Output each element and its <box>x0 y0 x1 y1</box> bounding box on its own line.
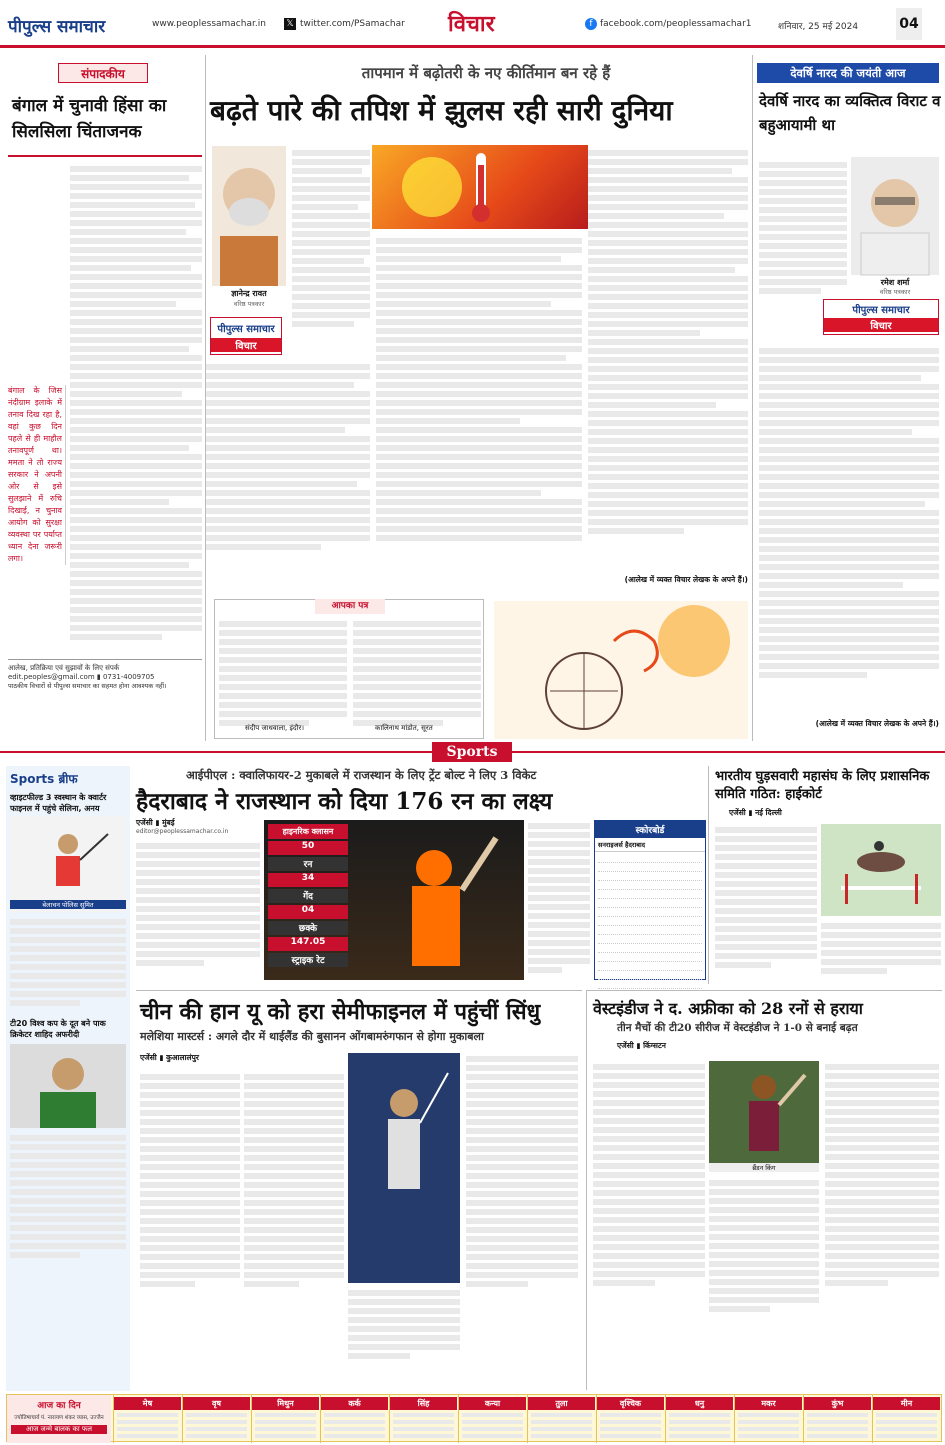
horse-photo <box>821 824 941 916</box>
letter-2-signature: कालिनाथ मांडोत, सूरत <box>375 724 433 732</box>
horoscope-sign-name: तुला <box>528 1397 595 1410</box>
brief1-headline: व्हाइटफील्ड 3 स्वस्थान के क्वार्टर फाइनल में पहुंचे सेलिना, अनय <box>10 793 107 813</box>
sindhu-story <box>136 990 582 1390</box>
horoscope-sign-11 <box>803 1395 871 1443</box>
author-photo <box>212 146 286 286</box>
brief2-body <box>10 1132 126 1282</box>
author-title: वरिष्ठ पत्रकार <box>233 300 265 308</box>
masthead-twitter[interactable]: twitter.com/PSamachar <box>300 19 405 29</box>
brief-label: Sports ब्रीफ <box>10 772 78 786</box>
wi-body-col1 <box>593 1061 705 1381</box>
feature-badge <box>210 317 282 355</box>
horoscope-sign-name: वृश्चिक <box>597 1397 664 1410</box>
horoscope-sign-name: मिथुन <box>252 1397 319 1410</box>
narad-column <box>752 55 942 741</box>
editorial-footer: आलेख, प्रतिक्रिया एवं सुझावों के लिए संपर्क edit.peoples@gmail.com ▮ 0731-4009705 पाठकीय विचारों से पीपुल्स समाचार का सहमत होना आवश्यक नहीं। <box>8 659 202 690</box>
badge-logo: पीपुल्स समाचार <box>217 324 275 335</box>
horoscope-sign-3 <box>251 1395 319 1443</box>
classen-stat-value: 147.05 <box>268 937 348 951</box>
ipl-body-col2 <box>528 820 590 980</box>
wi-caption: ब्रैंडन किंग <box>709 1163 819 1172</box>
horoscope-sign-5 <box>389 1395 457 1443</box>
wi-story <box>586 990 942 1390</box>
masthead-facebook[interactable]: facebook.com/peoplessamachar1 <box>600 19 752 29</box>
horoscope-sign-9 <box>665 1395 733 1443</box>
ipl-email[interactable]: editor@peoplessamachar.co.in <box>136 828 229 835</box>
letters-box <box>214 599 484 739</box>
page-number: 04 <box>896 8 922 40</box>
brief2-headline: टी20 विश्व कप के दूत बने पाक क्रिकेटर शाहिद अफरीदी <box>10 1019 106 1039</box>
narad-label: देवर्षि नारद की जयंती आज <box>757 63 939 83</box>
horoscope-sign-8 <box>596 1395 664 1443</box>
earth-sun-cartoon <box>494 601 748 739</box>
horoscope-sign-name: कर्क <box>321 1397 388 1410</box>
feature-kicker: तापमान में बढ़ोतरी के नए कीर्तिमान बन रहे हैं <box>361 64 611 82</box>
horse-dateline: एजेंसी ▮ नई दिल्ली <box>729 808 782 817</box>
classen-stat-label: गेंद <box>268 889 348 903</box>
ipl-photo <box>264 820 524 980</box>
letter-1-signature: संदीप जाधवाला, इंदौर। <box>245 724 304 732</box>
horoscope-sign-name: मीन <box>873 1397 940 1410</box>
sindhu-body-col2 <box>244 1071 344 1381</box>
contact-title: आलेख, प्रतिक्रिया एवं सुझावों के लिए संपर्क <box>8 664 120 672</box>
narad-author-title: वरिष्ठ पत्रकार <box>879 288 911 296</box>
wi-dateline: एजेंसी ▮ किंग्सटन <box>617 1041 666 1050</box>
classen-stat-label: स्ट्राइक रेट <box>268 953 348 967</box>
masthead-url[interactable]: www.peoplessamachar.in <box>152 19 266 29</box>
horoscope-sign-4 <box>320 1395 388 1443</box>
horoscope-sign-1 <box>113 1395 181 1443</box>
scoreboard <box>594 820 706 980</box>
editorial-column <box>8 55 202 735</box>
ipl-dateline: एजेंसी ▮ मुंबई <box>136 818 175 827</box>
contact-disclaimer: पाठकीय विचारों से पीपुल्स समाचार का सहमत होना आवश्यक नहीं। <box>8 682 167 690</box>
horse-body <box>715 824 817 979</box>
sindhu-headline: चीन की हान यू को हरा सेमीफाइनल में पहुंचीं सिंधु <box>140 999 541 1025</box>
badge-label: विचार <box>211 338 281 352</box>
ipl-story <box>136 766 706 984</box>
horoscope-sign-name: वृष <box>183 1397 250 1410</box>
narad-author-photo <box>851 157 939 275</box>
brief1-photo <box>10 816 126 912</box>
scoreboard-label: स्कोरबोर्ड <box>595 821 705 838</box>
wi-body-col3 <box>825 1061 939 1381</box>
narad-badge-logo: पीपुल्स समाचार <box>852 305 910 316</box>
classen-stats <box>268 841 348 967</box>
cartoon <box>494 601 748 739</box>
sindhu-body-col1 <box>140 1071 240 1381</box>
feature-headline: बढ़ते पारे की तपिश में झुलस रही सारी दुनिया <box>210 94 673 127</box>
wi-kicker: तीन मैचों की टी20 सीरीज में वेस्टइंडीज ने 1-0 से बनाई बढ़त <box>617 1022 858 1034</box>
wi-body-col2 <box>709 1177 819 1381</box>
sports-brief <box>6 766 130 1391</box>
horse-headline: भारतीय घुड़सवारी महासंघ के लिए प्रशासनिक समिति गठित: हाईकोर्ट <box>715 769 930 802</box>
thermometer-icon <box>372 145 588 229</box>
horoscope-sign-name: कन्या <box>459 1397 526 1410</box>
contact-email[interactable]: edit.peoples@gmail.com <box>8 673 95 681</box>
horoscope-sign-7 <box>527 1395 595 1443</box>
horoscope-strip <box>6 1394 942 1442</box>
wi-photo <box>709 1061 819 1163</box>
sports-banner <box>0 742 945 762</box>
wi-headline: वेस्टइंडीज ने द. अफ्रीका को 28 रनों से हराया <box>593 999 863 1018</box>
sign-cells <box>113 1395 943 1443</box>
editorial-divider <box>8 155 202 157</box>
letters-label: आपका पत्र <box>315 599 385 614</box>
ipl-headline: हैदराबाद ने राजस्थान को दिया 176 रन का लक्ष्य <box>136 788 553 815</box>
badminton-player-icon <box>348 1053 460 1283</box>
scoreboard-lines <box>595 852 705 991</box>
horoscope-sign-name: मेष <box>114 1397 181 1410</box>
narad-author-illustration <box>851 157 939 275</box>
horoscope-label: आज का दिन <box>37 1401 81 1411</box>
editorial-body <box>70 163 202 643</box>
masthead-logo: पीपुल्स समाचार <box>8 17 106 37</box>
horoscope-sign-name: सिंह <box>390 1397 457 1410</box>
horoscope-birth-label: आज जन्मे बालक का फल <box>11 1425 107 1434</box>
horoscope-astrologer: ज्योतिषाचार्य पं. नारायण शंकर व्यास, उज्जैन <box>14 1415 104 1421</box>
ipl-kicker: आईपीएल : क्वालिफायर-2 मुकाबले में राजस्थान के लिए ट्रेंट बोल्ट ने लिए 3 विकेट <box>186 768 537 782</box>
sindhu-kicker: मलेशिया मास्टर्स : अगले दौर में थाईलैंड की बुसानन ओंगबामरुंगफान से होगा मुकाबला <box>140 1030 484 1043</box>
horoscope-sign-6 <box>458 1395 526 1443</box>
cricketer-icon <box>10 1044 126 1128</box>
horse-body-2 <box>821 920 941 980</box>
masthead-date: शनिवार, 25 मई 2024 <box>778 22 859 32</box>
feature-article <box>205 55 750 741</box>
narad-headline: देवर्षि नारद का व्यक्तित्व विराट व बहुआयामी था <box>759 92 941 134</box>
batsman-icon <box>709 1061 819 1163</box>
brief1-body <box>10 916 126 1008</box>
classen-stat-value: 50 <box>268 841 348 855</box>
section-title: विचार <box>448 11 495 37</box>
horoscope-sign-12 <box>872 1395 940 1443</box>
heat-image <box>372 145 588 229</box>
author-name: ज्ञानेन्द्र रावत <box>231 289 267 298</box>
narad-footnote: (आलेख में व्यक्त विचार लेखक के अपने हैं।) <box>815 719 939 728</box>
author-illustration <box>212 146 286 286</box>
narad-author-name: रमेश शर्मा <box>880 278 910 287</box>
brief1-caption: बेलाचन पोलिस सुमित <box>10 900 126 909</box>
narad-body <box>759 345 939 715</box>
sindhu-dateline: एजेंसी ▮ कुआलालंपुर <box>140 1053 199 1062</box>
classen-stat-label: छक्के <box>268 921 348 935</box>
facebook-icon: f <box>585 18 597 30</box>
horse-jump-icon <box>821 824 941 916</box>
horoscope-sign-name: मकर <box>735 1397 802 1410</box>
horoscope-sign-name: धनु <box>666 1397 733 1410</box>
classen-label: हाइनरिक क्लासन <box>268 824 348 839</box>
editorial-pull-quote: बंगाल के जिस नंदीग्राम इलाके में तनाव दिख रहा है, वहां कुछ दिन पहले से ही माहौल तनावपूर्ण था। ममता ने तो राज्य सरकार ने अपनी ओर से इसे सुलझाने में रुचि दिखाई, न चुनाव आयोग को सुरक्षा व्यवस्था पर पर्याप्त ध्यान देना जरूरी लगा। <box>8 385 66 565</box>
narad-badge <box>823 299 939 335</box>
horse-story <box>708 766 942 984</box>
sports-label: Sports <box>432 742 512 762</box>
ipl-body-col1 <box>136 840 260 980</box>
letter-2 <box>353 618 481 718</box>
classen-panel <box>268 824 348 966</box>
feature-footnote: (आलेख में व्यक्त विचार लेखक के अपने हैं।) <box>624 575 748 584</box>
classen-stat-value: 34 <box>268 873 348 887</box>
editorial-label: संपादकीय <box>58 63 148 83</box>
badminton-player-icon <box>10 816 126 912</box>
sindhu-photo <box>348 1053 460 1283</box>
feature-body-col1b <box>206 361 370 561</box>
horoscope-sign-name: कुंभ <box>804 1397 871 1410</box>
twitter-icon: 𝕏 <box>284 18 296 30</box>
horoscope-sign-10 <box>734 1395 802 1443</box>
masthead <box>0 0 945 48</box>
sindhu-body-col3 <box>348 1287 460 1381</box>
sindhu-body-col4 <box>466 1053 578 1381</box>
editorial-headline: बंगाल में चुनावी हिंसा का सिलसिला चिंताजनक <box>12 96 167 142</box>
narad-body-top <box>759 159 847 299</box>
feature-body-col3 <box>588 147 748 567</box>
horoscope-today <box>7 1395 111 1443</box>
scoreboard-team: सनराइजर्स हैदराबाद <box>595 838 705 852</box>
brief2-photo <box>10 1044 126 1128</box>
horoscope-sign-2 <box>182 1395 250 1443</box>
narad-badge-label: विचार <box>824 318 938 332</box>
contact-phone: 0731-4009705 <box>102 673 155 681</box>
feature-body-col2 <box>376 235 582 565</box>
classen-stat-value: 04 <box>268 905 348 919</box>
classen-stat-label: रन <box>268 857 348 871</box>
letter-1 <box>219 618 347 718</box>
